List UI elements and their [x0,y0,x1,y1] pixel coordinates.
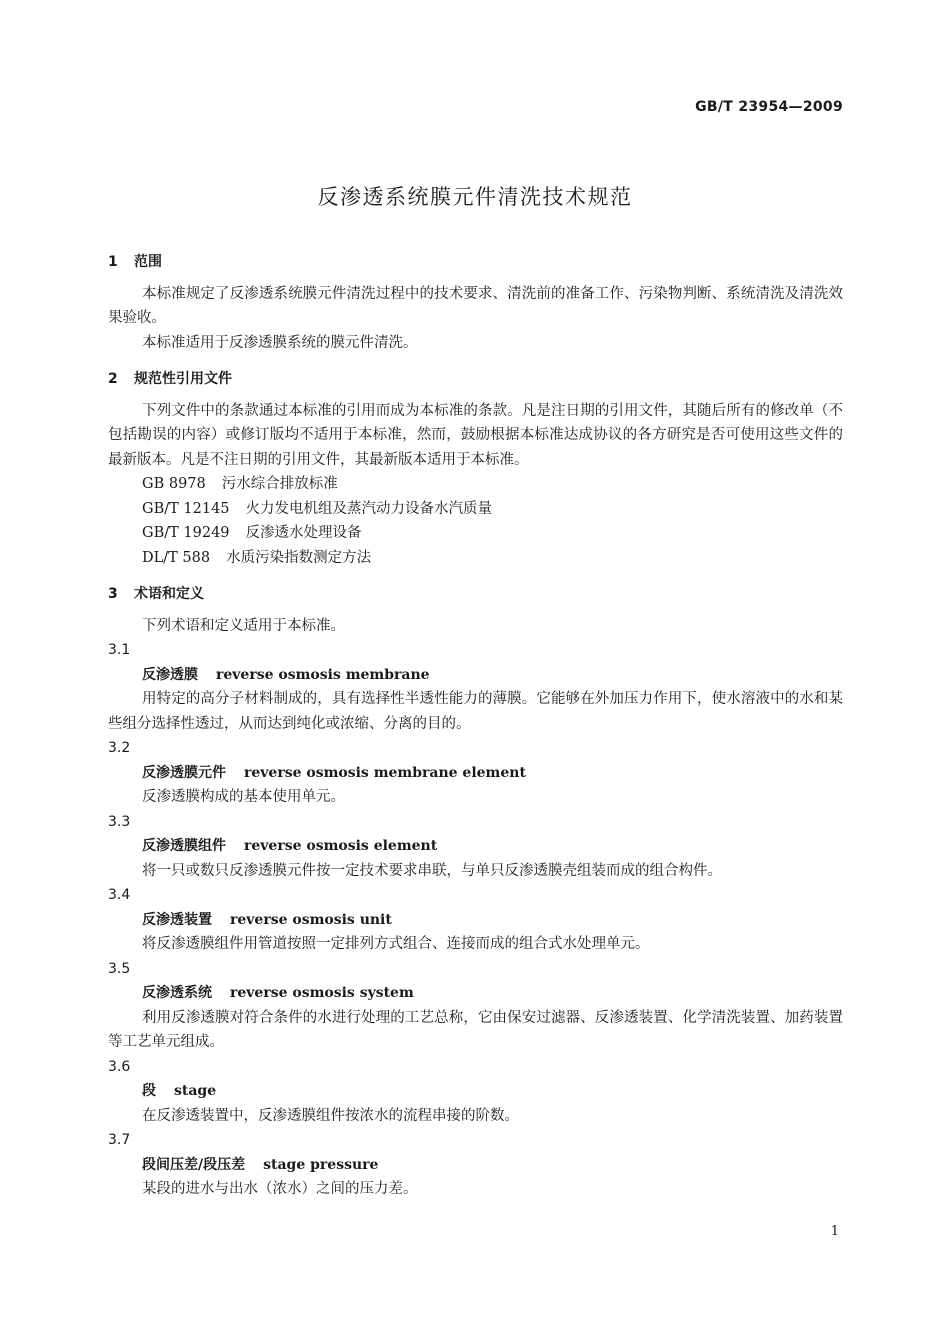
document-body [108,250,843,1202]
term-number: 3.6 [108,1058,131,1075]
term-definition: 某段的进水与出水（浓水）之间的压力差。 [142,1181,418,1197]
term-english: reverse osmosis membrane element [244,764,526,781]
paragraph: 下列术语和定义适用于本标准。 [142,617,345,634]
term-number: 3.5 [108,960,131,977]
reference-code: DL/T 588 [142,549,211,566]
term-number: 3.2 [108,740,131,756]
paragraph: 下列文件中的条款通过本标准的引用而成为本标准的条款。凡是注日期的引用文件，其随后所有的修改单（不包括勘误的内容）或修订版均不适用于本标准，然而，鼓励根据本标准达成协议的各方研究是否可使用这些文件的最新版本。凡是不注日期的引用文件，其最新版本适用于本标准。 [108,402,843,468]
section-title: 术语和定义 [134,586,204,602]
term-heading [108,761,843,786]
reference-title: 火力发电机组及蒸汽动力设备水汽质量 [245,500,493,517]
document-title: 反渗透系统膜元件清洗技术规范 [317,185,633,209]
section-heading-scope [108,250,843,275]
term-heading [108,834,843,859]
term-definition: 反渗透膜构成的基本使用单元。 [142,789,345,805]
term-definition: 将反渗透膜组件用管道按照一定排列方式组合、连接而成的组合式水处理单元。 [142,936,650,952]
term-chinese: 反渗透膜 [142,666,198,683]
reference-code: GB/T 19249 [142,525,230,541]
standard-code-header: GB/T 23954—2009 [695,99,843,115]
section-heading-terms-definitions [108,582,843,607]
reference-code: GB/T 12145 [142,500,230,517]
term-chinese: 段间压差/段压差 [142,1156,246,1173]
paragraph: 本标准适用于反渗透膜系统的膜元件清洗。 [142,334,418,351]
reference-item [108,546,843,571]
term-number: 3.7 [108,1132,131,1148]
section-heading-normative-references [108,367,843,392]
reference-item [108,521,843,546]
term-definition: 在反渗透装置中，反渗透膜组件按浓水的流程串接的阶数。 [142,1107,519,1124]
term-chinese: 反渗透装置 [142,911,212,928]
reference-item [108,472,843,497]
term-english: reverse osmosis system [230,985,414,1001]
reference-title: 污水综合排放标准 [221,476,338,492]
term-heading [108,1153,843,1178]
reference-code: GB 8978 [142,476,206,492]
term-chinese: 反渗透膜元件 [142,764,226,781]
term-chinese: 反渗透系统 [142,985,212,1001]
term-english: reverse osmosis element [244,838,438,854]
reference-item [108,497,843,522]
page-number: 1 [830,1224,839,1239]
term-english: stage [174,1083,217,1099]
paragraph: 本标准规定了反渗透系统膜元件清洗过程中的技术要求、清洗前的准备工作、污染物判断、系统清洗及清洗效果验收。 [108,285,843,326]
term-chinese: 段 [142,1083,156,1099]
term-heading [108,981,843,1006]
section-number: 2 [108,371,118,387]
term-definition: 利用反渗透膜对符合条件的水进行处理的工艺总称，它由保安过滤器、反渗透装置、化学清洗装置、加药装置等工艺单元组成。 [108,1009,843,1050]
section-title: 范围 [134,254,162,270]
reference-title: 反渗透水处理设备 [245,525,362,541]
term-number: 3.1 [108,642,131,658]
term-heading [108,663,843,688]
term-english: stage pressure [263,1156,379,1173]
term-heading [108,908,843,933]
term-number: 3.3 [108,813,131,830]
section-number: 3 [108,586,118,602]
term-definition: 用特定的高分子材料制成的，具有选择性半透性能力的薄膜。它能够在外加压力作用下，使水溶液中的水和某些组分选择性透过，从而达到纯化或浓缩、分离的目的。 [108,691,843,732]
term-heading [108,1079,843,1104]
term-chinese: 反渗透膜组件 [142,838,226,854]
section-number: 1 [108,254,118,270]
term-english: reverse osmosis membrane [216,666,430,683]
term-definition: 将一只或数只反渗透膜元件按一定技术要求串联，与单只反渗透膜壳组装而成的组合构件。 [142,862,722,879]
term-english: reverse osmosis unit [230,911,392,928]
reference-title: 水质污染指数测定方法 [226,549,372,566]
section-title: 规范性引用文件 [134,371,232,387]
term-number: 3.4 [108,887,131,903]
